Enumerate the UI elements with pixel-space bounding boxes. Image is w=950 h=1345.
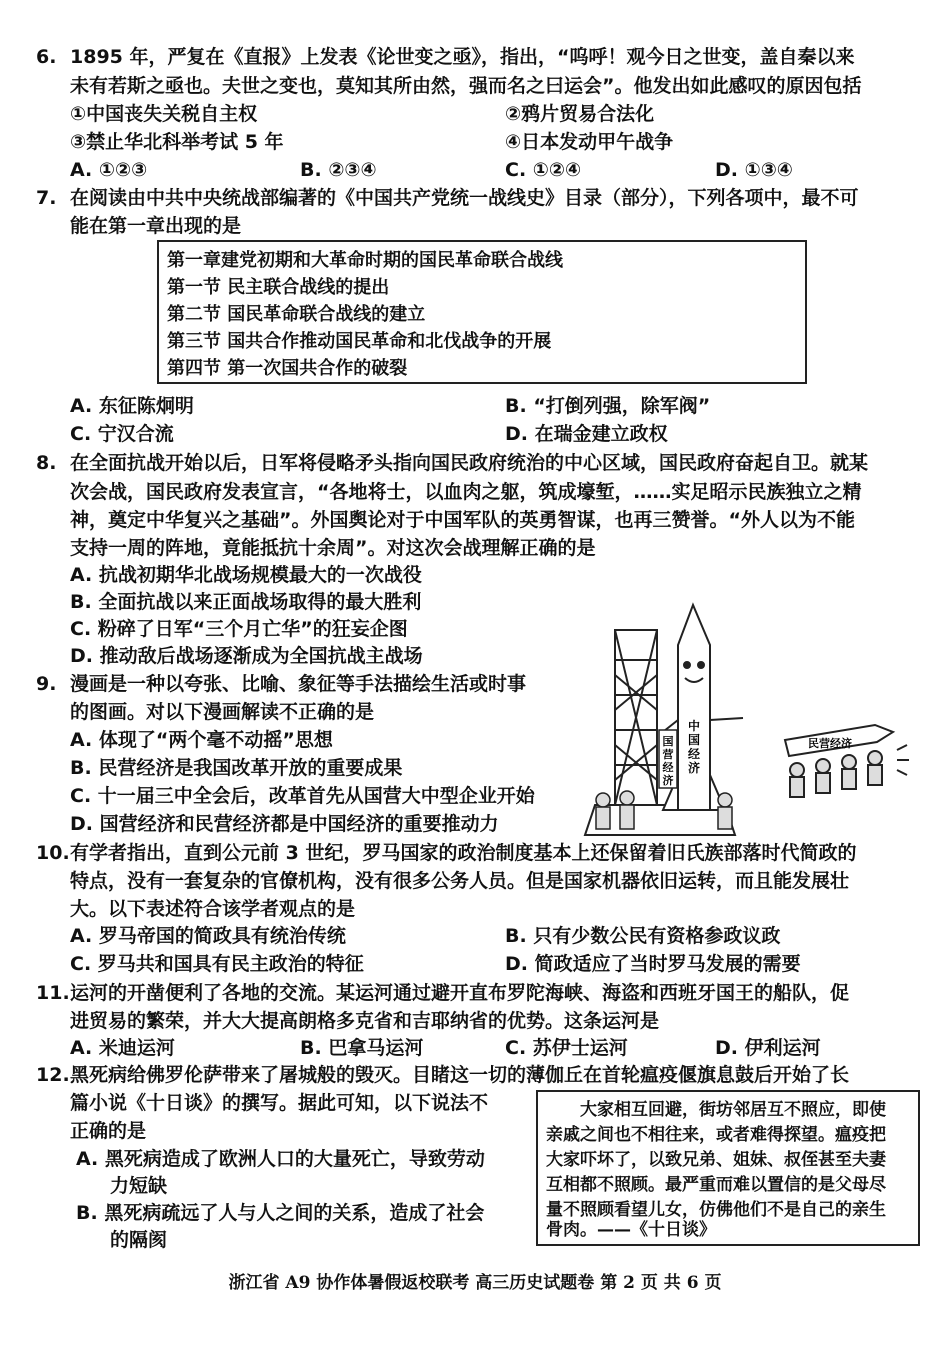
q9-number: 9.	[36, 673, 57, 695]
q6-item-2: ②鸦片贸易合法化	[505, 103, 655, 125]
q8-option-c[interactable]: C. 粉碎了日军“三个月亡华”的狂妄企图	[70, 618, 408, 640]
q6-item-1: ①中国丧失关税自主权	[70, 103, 258, 125]
quote-line: 亲戚之间也不相往来，或者难得探望。瘟疫把	[546, 1125, 886, 1145]
q8-stem-line3: 神，奠定中华复兴之基础”。外国舆论对于中国军队的英勇智谋，也再三赞誉。“外人以为不能	[70, 509, 855, 531]
q6-option-c[interactable]: C. ①②④	[505, 159, 582, 181]
q10-stem-line3: 大。以下表述符合该学者观点的是	[70, 898, 356, 920]
q7-toc-box	[157, 240, 807, 384]
tower-label: 国营经济	[662, 735, 674, 787]
q9-stem-line2: 的图画。对以下漫画解读不正确的是	[70, 701, 375, 723]
q12-quote-box	[536, 1090, 920, 1246]
q10-stem-line2: 特点，没有一套复杂的官僚机构，没有很多公务人员。但是国家机器依旧运转，而且能发展壮	[70, 870, 850, 892]
q10-option-a[interactable]: A. 罗马帝国的简政具有统治传统	[70, 925, 346, 947]
q10-number: 10.	[36, 842, 70, 864]
q12-stem-line1: 12.黑死病给佛罗伦萨带来了屠城般的毁灭。目睹这一切的薄伽丘在首轮瘟疫偃旗息鼓后开始了长	[36, 1064, 850, 1086]
q8-number: 8.	[36, 452, 57, 474]
q6-option-d[interactable]: D. ①③④	[715, 159, 793, 181]
q11-option-c[interactable]: C. 苏伊士运河	[505, 1037, 628, 1059]
q6-option-a[interactable]: A. ①②③	[70, 159, 148, 181]
q9-option-a[interactable]: A. 体现了“两个毫不动摇”思想	[70, 729, 333, 751]
q10-option-d[interactable]: D. 简政适应了当时罗马发展的需要	[505, 953, 801, 975]
q6-item-3: ③禁止华北科举考试 5 年	[70, 131, 284, 153]
q7-toc-line: 第一节 民主联合战线的提出	[167, 277, 390, 298]
q6-stem-line1: 6. 1895 年，严复在《直报》上发表《论世变之亟》，指出，“呜呼！观今日之世变，盖自秦以来	[36, 46, 855, 68]
q7-option-b[interactable]: B. “打倒列强，除军阀”	[505, 395, 711, 417]
q10-stem-line1: 10.有学者指出，直到公元前 3 世纪，罗马国家的政治制度基本上还保留着旧氏族部落时代简政的	[36, 842, 857, 864]
q11-option-a[interactable]: A. 米迪运河	[70, 1037, 175, 1059]
q10-option-b[interactable]: B. 只有少数公民有资格参政议政	[505, 925, 781, 947]
q11-option-d[interactable]: D. 伊利运河	[715, 1037, 821, 1059]
q10-option-c[interactable]: C. 罗马共和国具有民主政治的特征	[70, 953, 364, 975]
q7-toc-line: 第四节 第一次国共合作的破裂	[167, 358, 408, 379]
q8-stem-line1: 8. 在全面抗战开始以后，日军将侵略矛头指向国民政府统治的中心区域，国民政府奋起自卫。就某	[36, 452, 869, 474]
q11-stem-line1: 11.运河的开凿便利了各地的交流。某运河通过避开直布罗陀海峡、海盗和西班牙国王的船队，促	[36, 982, 850, 1004]
q9-cartoon	[575, 600, 915, 845]
q11-stem-line2: 进贸易的繁荣，并大大提高朗格多克省和吉耶纳省的优势。这条运河是	[70, 1010, 660, 1032]
q7-option-d[interactable]: D. 在瑞金建立政权	[505, 423, 668, 445]
quote-line: 骨肉。——《十日谈》	[546, 1220, 716, 1240]
q8-stem-line4: 支持一周的阵地，竟能抵抗十余周”。对这次会战理解正确的是	[70, 537, 596, 559]
q7-toc-line: 第一章建党初期和大革命时期的国民革命联合战线	[167, 250, 563, 271]
small-rocket-icon	[785, 725, 909, 797]
q7-number: 7.	[36, 187, 57, 209]
q12-option-b-cont: 的隔阂	[110, 1229, 168, 1251]
q11-number: 11.	[36, 982, 70, 1004]
q7-stem-line2: 能在第一章出现的是	[70, 215, 242, 237]
q6-stem-line2: 未有若斯之亟也。夫世之变也，莫知其所由然，强而名之曰运会”。他发出如此感叹的原因包括	[70, 75, 862, 97]
q8-option-d[interactable]: D. 推动敌后战场逐渐成为全国抗战主战场	[70, 645, 423, 667]
q12-option-a-cont: 力短缺	[110, 1175, 168, 1197]
rocket-label-char: 中	[687, 719, 701, 733]
page-footer: 浙江省 A9 协作体暑假返校联考 高三历史试题卷 第 2 页 共 6 页	[228, 1273, 722, 1293]
q12-option-a[interactable]: A. 黑死病造成了欧洲人口的大量死亡，导致劳动	[76, 1148, 485, 1170]
q9-stem-line1: 9. 漫画是一种以夸张、比喻、象征等手法描绘生活或时事	[36, 673, 527, 695]
q8-option-b[interactable]: B. 全面抗战以来正面战场取得的最大胜利	[70, 591, 422, 613]
q7-toc-line: 第二节 国民革命联合战线的建立	[167, 304, 426, 325]
q7-toc-line: 第三节 国共合作推动国民革命和北伐战争的开展	[167, 331, 552, 352]
q9-option-c[interactable]: C. 十一届三中全会后，改革首先从国营大中型企业开始	[70, 785, 535, 807]
q7-option-c[interactable]: C. 宁汉合流	[70, 423, 174, 445]
q6-option-b[interactable]: B. ②③④	[300, 159, 377, 181]
quote-line: 大家相互回避，街坊邻居互不照应，即使	[580, 1100, 886, 1120]
small-rocket-label: 民营经济	[808, 737, 852, 750]
q11-option-b[interactable]: B. 巴拿马运河	[300, 1037, 424, 1059]
q12-stem-line3: 正确的是	[70, 1120, 147, 1142]
quote-line: 互相都不照顾。最严重而难以置信的是父母尽	[546, 1175, 886, 1195]
q9-option-b[interactable]: B. 民营经济是我国改革开放的重要成果	[70, 757, 403, 779]
q12-stem-line2: 篇小说《十日谈》的撰写。据此可知，以下说法不	[70, 1092, 489, 1114]
quote-line: 量不照顾看望儿女，仿佛他们不是自己的亲生	[546, 1200, 886, 1220]
quote-line: 大家吓坏了，以致兄弟、姐妹、叔侄甚至夫妻	[546, 1150, 886, 1170]
q8-option-a[interactable]: A. 抗战初期华北战场规模最大的一次战役	[70, 564, 422, 586]
q6-number: 6.	[36, 46, 57, 68]
q7-option-a[interactable]: A. 东征陈炯明	[70, 395, 194, 417]
rocket-label: 中国经济	[687, 719, 701, 775]
q9-option-d[interactable]: D. 国营经济和民营经济都是中国经济的重要推动力	[70, 813, 499, 835]
q8-stem-line2: 次会战，国民政府发表宣言，“各地将士，以血肉之躯，筑成壕堑，……实足昭示民族独立之精	[70, 481, 862, 503]
q12-option-b[interactable]: B. 黑死病疏远了人与人之间的关系，造成了社会	[76, 1202, 485, 1224]
q7-stem-line1: 7. 在阅读由中共中央统战部编著的《中国共产党统一战线史》目录（部分），下列各项中，最不可	[36, 187, 859, 209]
q6-item-4: ④日本发动甲午战争	[505, 131, 674, 153]
q12-number: 12.	[36, 1064, 70, 1086]
